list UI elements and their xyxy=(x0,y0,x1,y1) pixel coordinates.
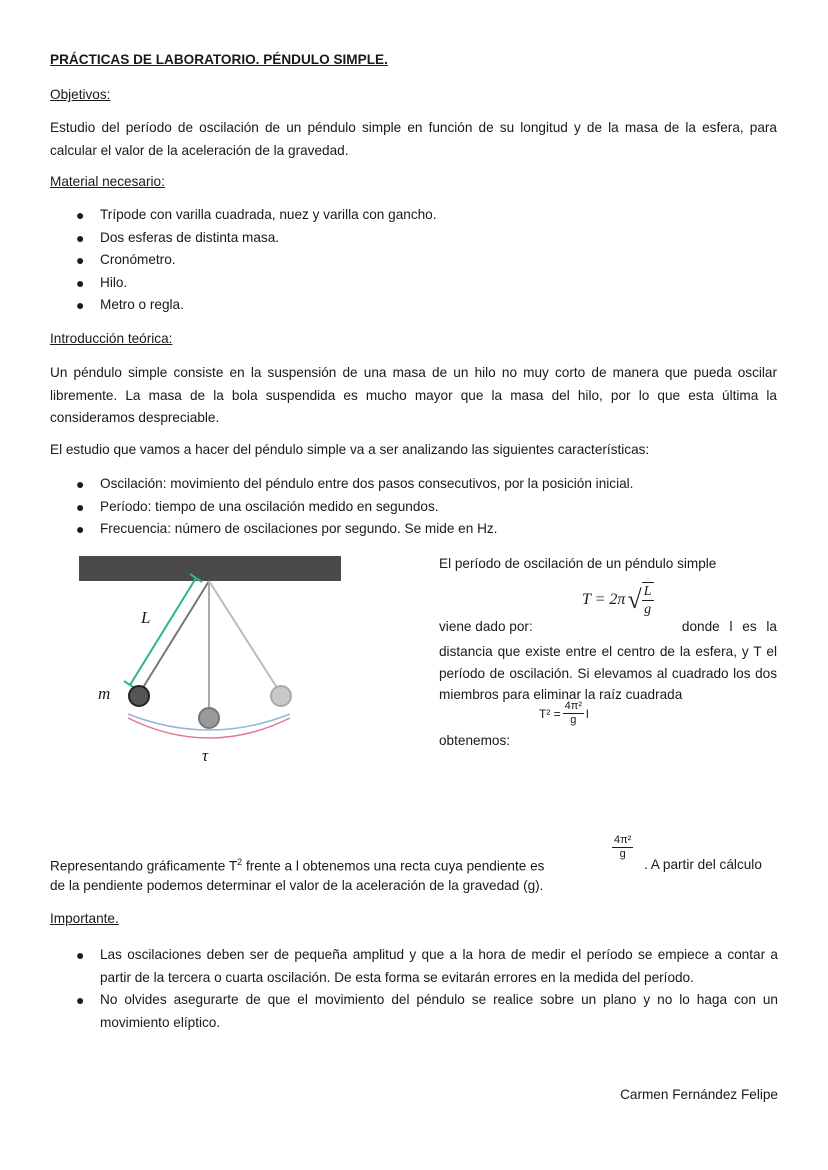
bullet-icon: ● xyxy=(76,992,85,1008)
bullet-icon: ● xyxy=(76,252,85,268)
bullet-icon: ● xyxy=(76,947,85,963)
period-line-2b: donde l es la xyxy=(681,619,777,634)
list-item: ● Hilo. xyxy=(76,272,778,295)
period-line-2a: viene dado por: xyxy=(439,619,533,634)
bullet-icon: ● xyxy=(76,207,85,223)
list-item: ● No olvides asegurarte de que el movimiento del péndulo se realice sobre un plano y no lo haga con un movimiento elíptico. xyxy=(76,989,778,1034)
list-item: ● Frecuencia: número de oscilaciones por segundo. Se mide en Hz. xyxy=(76,518,778,541)
bullet-icon: ● xyxy=(76,229,85,246)
intro-heading: Introducción teórica: xyxy=(50,331,173,346)
pendulum-figure xyxy=(78,556,342,766)
period-formula: T = 2π √ $\frac{L}{g}$ xyxy=(582,584,652,617)
materials-heading: Material necesario: xyxy=(50,174,165,189)
list-item: ● Metro o regla. xyxy=(76,294,778,317)
bullet-icon: ● xyxy=(76,297,85,313)
intro-paragraph-1: Un péndulo simple consiste en la suspensión de una masa de un hilo no muy corto de manera que pueda oscilar libremente. La masa de la bola suspendida es mucho mayor que la masa del hilo, por lo que esta última la consideramos despreciable. xyxy=(50,365,777,425)
list-item: ● Período: tiempo de una oscilación medido en segundos. xyxy=(76,496,778,519)
squared-formula: T² = $\frac{\text{4π²}}{g}$ l xyxy=(539,700,589,726)
bullet-icon: ● xyxy=(76,521,85,537)
graph-line-1: Representando gráficamente $T^2$ frente a l obtenemos una recta cuya pendiente es xyxy=(50,857,545,874)
characteristics-list xyxy=(76,473,778,541)
obtain-label: obtenemos: xyxy=(439,733,511,748)
page-title: PRÁCTICAS DE LABORATORIO. PÉNDULO SIMPLE. xyxy=(50,52,388,67)
graph-line-1-end: . A partir del cálculo xyxy=(644,857,762,872)
list-item: ● Dos esferas de distinta masa. xyxy=(76,227,778,250)
important-heading: Importante. xyxy=(50,911,119,926)
length-label: L xyxy=(141,608,151,627)
period-label: τ xyxy=(202,746,209,765)
bullet-icon: ● xyxy=(76,498,85,515)
list-item: ● Las oscilaciones deben ser de pequeña amplitud y que a la hora de medir el período se empiece a contar a partir de la tercera o cuarta oscilación. De esta forma se evitarán errores en la medida del período. xyxy=(76,944,778,989)
bullet-icon: ● xyxy=(76,476,85,492)
list-item: ● Oscilación: movimiento del péndulo entre dos pasos consecutivos, por la posición inicial. xyxy=(76,473,778,496)
objectives-heading: Objetivos: xyxy=(50,87,111,102)
pendulum-diagram-icon xyxy=(78,556,342,766)
graph-line-2: de la pendiente podemos determinar el valor de la aceleración de la gravedad (g). xyxy=(50,878,544,893)
period-line-1: El período de oscilación de un péndulo simple xyxy=(439,556,717,571)
intro-paragraph-2: El estudio que vamos a hacer del péndulo simple va a ser analizando las siguientes características: xyxy=(50,442,650,457)
objectives-text: Estudio del período de oscilación de un péndulo simple en función de su longitud y de la masa de la esfera, para calcular el valor de la aceleración de la gravedad. xyxy=(50,120,777,158)
bullet-icon: ● xyxy=(76,274,85,291)
materials-list xyxy=(76,204,778,317)
list-item: ● Trípode con varilla cuadrada, nuez y varilla con gancho. xyxy=(76,204,778,227)
period-line-3: distancia que existe entre el centro de la esfera, y T el período de oscilación. Si elevamos al cuadrado los dos miembros para eliminar la raíz cuadrada xyxy=(439,644,777,703)
slope-fraction: $\frac{\text{4π²}}{g}$ xyxy=(614,834,632,860)
author-name: Carmen Fernández Felipe xyxy=(620,1087,778,1102)
important-list xyxy=(76,944,778,1034)
mass-label: m xyxy=(98,684,111,703)
list-item: ● Cronómetro. xyxy=(76,249,778,272)
